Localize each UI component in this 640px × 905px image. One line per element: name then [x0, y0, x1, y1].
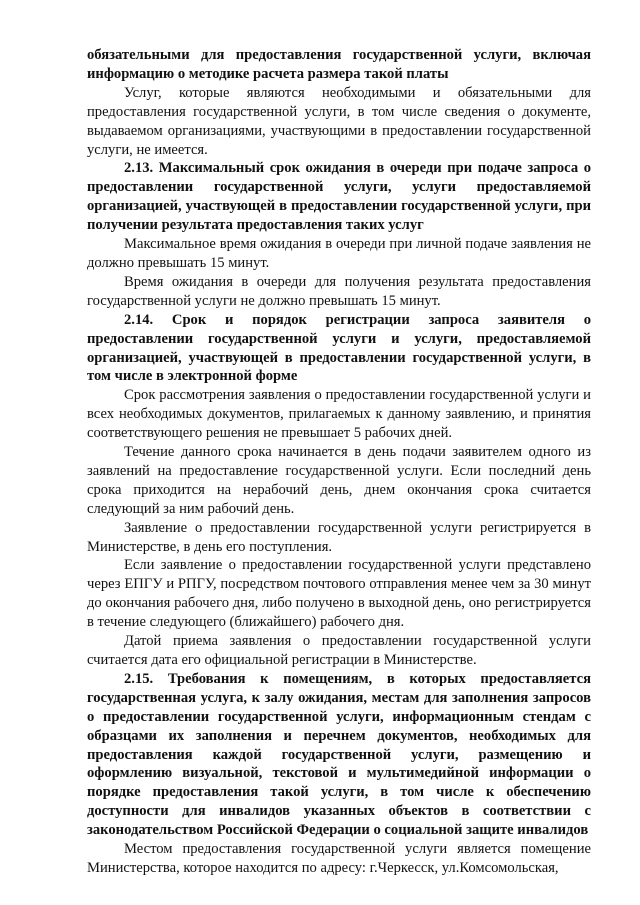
section-heading-2-14: 2.14. Срок и порядок регистрации запроса заявителя о предоставлении государственной услуги и услуги, предоставляемой организацией, участвующей в предоставлении государственной услуги, в том числе в электронной форме: [87, 311, 591, 385]
section-heading-2-13: 2.13. Максимальный срок ожидания в очереди при подаче запроса о предоставлении государственной услуги, услуги предоставляемой организацией, участвующей в предоставлении государственной услуги, при получении результата предоставления таких услуг: [87, 160, 591, 234]
paragraph-registration-electronic: Если заявление о предоставлении государственной услуги представлено через ЕПГУ и РПГУ, посредством почтового отправления менее чем за 30 минут до окончания рабочего дня, либо получено в выходной день, оно регистрируется в течение следующего (ближайшего) рабочего дня.: [87, 557, 591, 631]
paragraph-acceptance-date: Датой приема заявления о предоставлении государственной услуги считается дата его официальной регистрации в Министерстве.: [87, 633, 591, 668]
document-page: [87, 46, 591, 878]
paragraph-registration-day: Заявление о предоставлении государственной услуги регистрируется в Министерстве, в день его поступления.: [87, 519, 591, 555]
paragraph-no-required-services: Услуг, которые являются необходимыми и обязательными для предоставления государственной услуги, в том числе сведения о документе, выдаваемом организациями, участвующими в предоставлении государственной услуги, не имеется.: [87, 84, 591, 158]
section-heading-2-15: 2.15. Требования к помещениям, в которых предоставляется государственная услуга, к залу ожидания, местам для заполнения запросов о предоставлении государственной услуги, информационным стендам с образцами их заполнения и перечнем документов, необходимых для предоставления каждой государственной услуги, размещению и оформлению визуальной, текстовой и мультимедийной информации о порядке предоставления такой услуги, в том числе к обеспечению доступности для инвалидов указанных объектов в соответствии с законодательством Российской Федерации о социальной защите инвалидов: [87, 670, 591, 839]
paragraph-period-start: Течение данного срока начинается в день подачи заявителем одного из заявлений на предоставление государственной услуги. Если последний день срока приходится на нерабочий день, днем окончания срока считается следующий за ним рабочий день.: [87, 444, 591, 517]
paragraph-fee-methodology-tail: обязательными для предоставления государственной услуги, включая информацию о методике расчета размера такой платы: [87, 47, 591, 82]
paragraph-review-period: Срок рассмотрения заявления о предоставлении государственной услуги и всех необходимых документов, прилагаемых к данному заявлению, и принятия соответствующего решения не превышает 5 рабочих дней.: [87, 387, 591, 442]
paragraph-queue-wait-application: Максимальное время ожидания в очереди при личной подаче заявления не должно превышать 15 минут.: [87, 236, 591, 271]
paragraph-queue-wait-result: Время ожидания в очереди для получения результата предоставления государственной услуги не должно превышать 15 минут.: [87, 273, 591, 309]
paragraph-service-location: Местом предоставления государственной услуги является помещение Министерства, которое находится по адресу: г.Черкесск, ул.Комсомольская,: [87, 841, 591, 876]
